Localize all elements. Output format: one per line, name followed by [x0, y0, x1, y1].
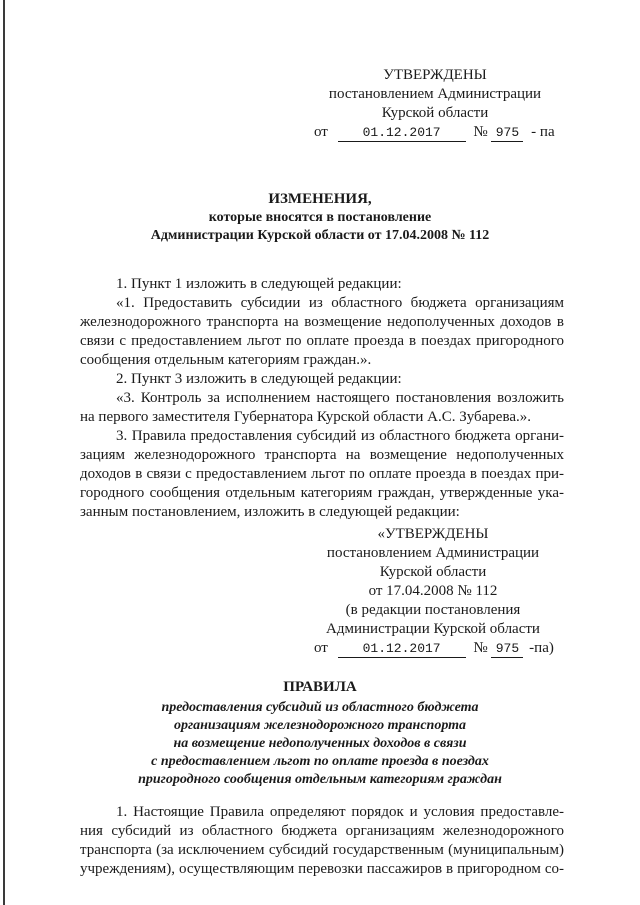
body-line: сообщения отдельным категориям граждан.».	[80, 352, 372, 368]
rules-sub-line: организациям железнодорожного транспорта	[173, 718, 467, 733]
changes-sub2: Администрации Курской области от 17.04.2008 № 112	[150, 228, 490, 243]
approval-ot: от	[314, 124, 328, 140]
body-line: связи с предоставлением льгот по оплате проезда в поездах пригородного	[80, 333, 564, 349]
approval-title: УТВЕРЖДЕНЫ	[383, 67, 487, 83]
approval2-suffix: -па)	[529, 640, 554, 656]
body-line: железнодорожного транспорта на возмещение недополученных доходов в	[80, 314, 564, 330]
body-line: на первого заместителя Губернатора Курской области А.С. Зубарева.».	[80, 409, 532, 425]
changes-sub1: которые вносятся в постановление	[208, 210, 432, 225]
rules-sub-line: с предоставлением льгот по оплате проезда в поездах	[151, 754, 489, 769]
changes-title: ИЗМЕНЕНИЯ,	[268, 191, 372, 207]
body-line: «3. Контроль за исполнением настоящего постановления возложить	[116, 390, 564, 406]
approval2-ot: от	[314, 640, 328, 656]
approval2-line1: постановлением Администрации	[326, 545, 540, 561]
approval-date-line	[314, 123, 555, 142]
approval2-line4: (в редакции постановления	[345, 602, 521, 618]
body-line: «1. Предоставить субсидии из областного бюджета организациям	[116, 295, 564, 311]
approval-date: 01.12.2017	[338, 124, 466, 142]
rules-sub-line: предоставления субсидий из областного бюджета	[161, 700, 479, 715]
rules-sub-line: на возмещение недополученных доходов в связи	[173, 736, 467, 751]
approval-line1: постановлением Администрации	[328, 86, 542, 102]
rules-body-line: 1. Настоящие Правила определяют порядок и условия предоставле-	[116, 804, 564, 820]
approval2-date-line	[314, 639, 554, 658]
rules-title: ПРАВИЛА	[283, 679, 357, 695]
approval2-line2: Курской области	[379, 564, 487, 580]
approval2-number: 975	[491, 640, 523, 658]
approval-no: №	[473, 124, 488, 140]
rules-body-line: ния субсидий из областного бюджета организациям железнодорожного	[80, 823, 564, 839]
approval2-line5: Администрации Курской области	[326, 621, 540, 637]
body-line: городного сообщения отдельным категориям граждан, утвержденные ука-	[80, 485, 564, 501]
approval-number: 975	[491, 124, 523, 142]
approval2-title: «УТВЕРЖДЕНЫ	[377, 526, 489, 542]
body-line: занным постановлением, изложить в следующей редакции:	[80, 504, 460, 520]
rules-body-line: учреждениям), осуществляющим перевозки пассажиров в пригородном со-	[80, 861, 564, 877]
approval-suffix: - па	[531, 124, 555, 140]
body-line: доходов в связи с предоставлением льгот по оплате проезда в поездах при-	[80, 466, 564, 482]
rules-sub-line: пригородного сообщения отдельным категориям граждан	[138, 772, 502, 787]
approval2-no: №	[473, 640, 488, 656]
body-line: 2. Пункт 3 изложить в следующей редакции:	[116, 371, 402, 387]
approval2-date: 01.12.2017	[338, 640, 466, 658]
rules-body-line: транспорта (за исключением субсидий государственным (муниципальным)	[80, 842, 564, 858]
approval-line2: Курской области	[381, 105, 489, 121]
body-line: зациям железнодорожного транспорта на возмещение недополученных	[80, 447, 564, 463]
body-line: 1. Пункт 1 изложить в следующей редакции:	[116, 276, 402, 292]
approval2-line3: от 17.04.2008 № 112	[368, 583, 498, 599]
body-line: 3. Правила предоставления субсидий из областного бюджета органи-	[116, 428, 564, 444]
